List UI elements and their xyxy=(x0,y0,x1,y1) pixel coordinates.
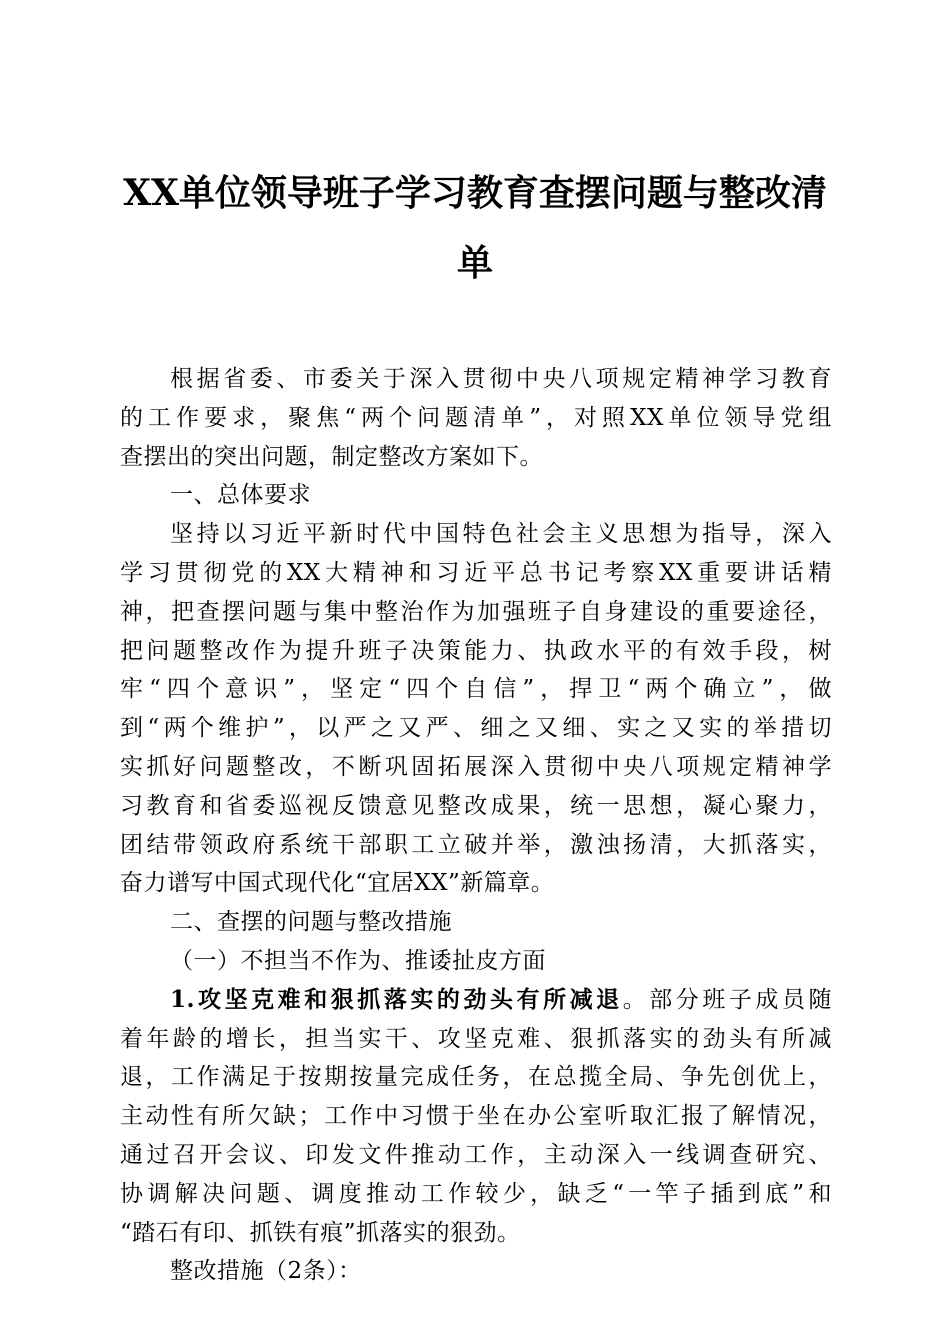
section-2-heading: 二、查摆的问题与整改措施 xyxy=(170,909,452,936)
section-1-line: 到“两个维护”，以严之又严、细之又细、实之又实的举措切 xyxy=(120,715,832,742)
document-body xyxy=(120,360,832,1291)
intro-line: 的工作要求，聚焦“两个问题清单”，对照XX单位领导党组 xyxy=(120,404,832,431)
intro-line: 查摆出的突出问题，制定整改方案如下。 xyxy=(120,443,543,470)
section-1-line: 坚持以习近平新时代中国特色社会主义思想为指导，深入 xyxy=(170,521,832,548)
item-1-line: 着年龄的增长，担当实干、攻坚克难、狠抓落实的劲头有所减 xyxy=(120,1025,832,1052)
item-1-line: 协调解决问题、调度推动工作较少，缺乏“一竿子插到底”和 xyxy=(120,1180,832,1207)
item-1-line: 退，工作满足于按期按量完成任务，在总揽全局、争先创优上， xyxy=(120,1064,832,1091)
item-1-first-line xyxy=(120,981,832,1020)
item-1-line: 主动性有所欠缺；工作中习惯于坐在办公室听取汇报了解情况， xyxy=(120,1103,832,1130)
document-title-line-1: XX单位领导班子学习教育查摆问题与整改清 xyxy=(123,172,827,214)
section-1-line: 奋力谱写中国式现代化“宜居XX”新篇章。 xyxy=(120,870,555,897)
section-1-line: 把问题整改作为提升班子决策能力、执政水平的有效手段，树 xyxy=(120,637,832,664)
item-1-line: “踏石有印、抓铁有痕”抓落实的狠劲。 xyxy=(120,1219,521,1246)
item-1-title: 1.攻坚克难和狠抓落实的劲头有所减退 xyxy=(170,985,623,1013)
section-1-line: 牢“四个意识”，坚定“四个自信”，捍卫“两个确立”，做 xyxy=(120,676,832,703)
section-1-line: 学习贯彻党的XX大精神和习近平总书记考察XX重要讲话精 xyxy=(120,559,832,586)
section-1-line: 实抓好问题整改，不断巩固拓展深入贯彻中央八项规定精神学 xyxy=(120,753,832,780)
section-1-line: 团结带领政府系统干部职工立破并举，激浊扬清，大抓落实， xyxy=(120,831,832,858)
item-1-text: 。部分班子成员随 xyxy=(622,986,833,1013)
section-1-line: 习教育和省委巡视反馈意见整改成果，统一思想，凝心聚力， xyxy=(120,792,832,819)
item-1-line: 通过召开会议、印发文件推动工作，主动深入一线调查研究、 xyxy=(120,1141,832,1168)
section-1-line: 神，把查摆问题与集中整治作为加强班子自身建设的重要途径， xyxy=(120,598,832,625)
intro-line: 根据省委、市委关于深入贯彻中央八项规定精神学习教育 xyxy=(170,366,832,392)
document-title-line-2: 单 xyxy=(456,242,493,284)
subsection-1-heading: （一）不担当不作为、推诿扯皮方面 xyxy=(170,947,546,974)
section-1-heading: 一、总体要求 xyxy=(170,482,311,509)
measures-label: 整改措施（2条）： xyxy=(170,1258,362,1285)
